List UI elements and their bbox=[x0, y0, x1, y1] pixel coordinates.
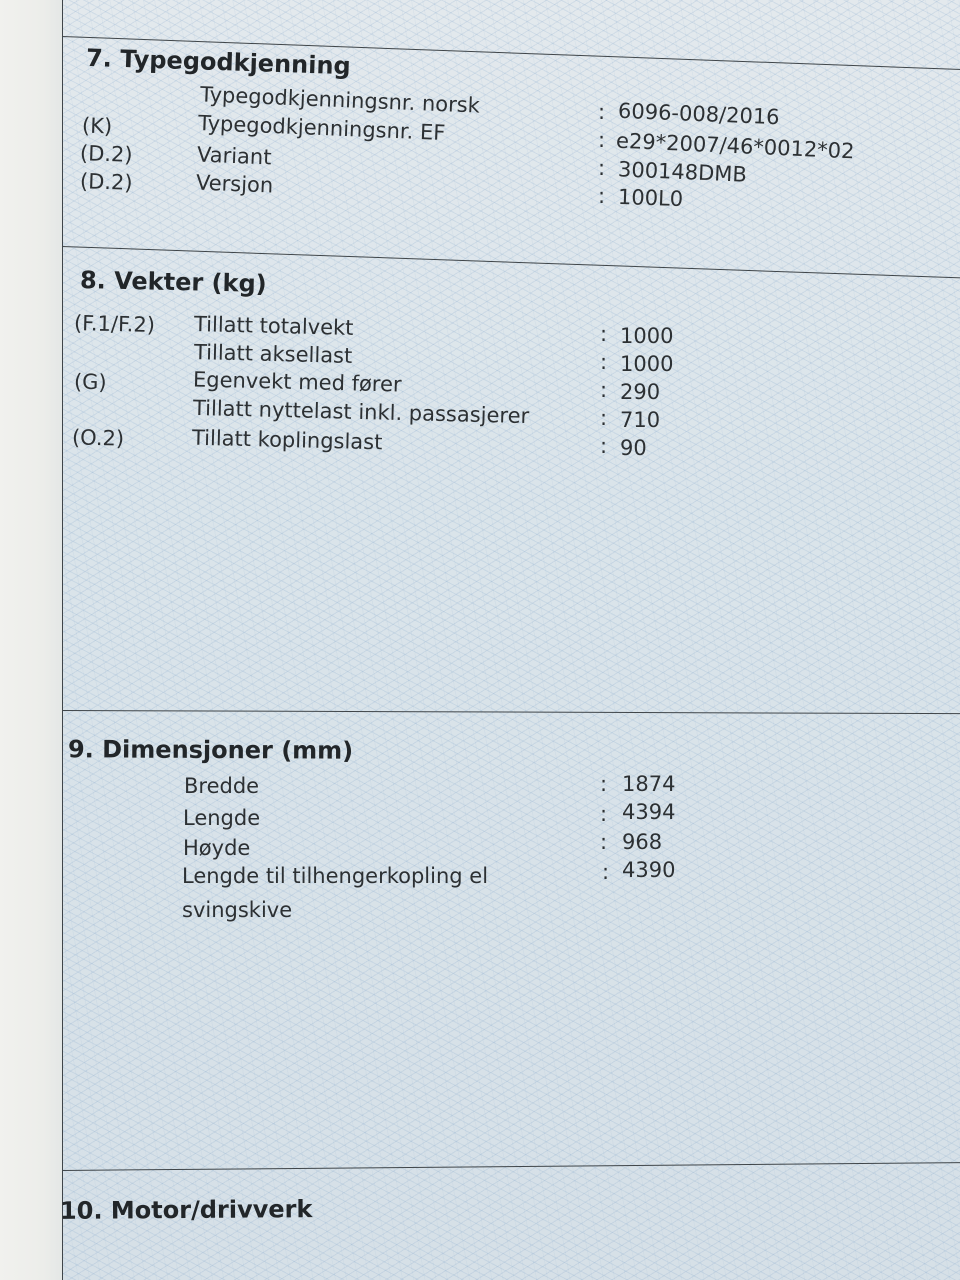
row-value: 6096-008/2016 bbox=[617, 98, 781, 130]
section-title-typegodkjenning: 7. Typegodkjenning bbox=[85, 43, 352, 81]
row-value: 90 bbox=[620, 436, 647, 460]
section-title-vekter: 8. Vekter (kg) bbox=[79, 266, 267, 298]
row-value: 710 bbox=[620, 408, 661, 432]
row-code: (O.2) bbox=[71, 425, 125, 451]
row-label-continued: svingskive bbox=[182, 898, 293, 922]
row-code: (D.2) bbox=[79, 169, 133, 195]
row-separator: : bbox=[598, 156, 606, 180]
row-separator: : bbox=[600, 350, 608, 374]
row-code: (G) bbox=[73, 369, 107, 395]
row-value: 4394 bbox=[622, 800, 676, 824]
row-label: Tillatt nyttelast inkl. passasjerer bbox=[192, 395, 530, 429]
section-title-motor-drivverk: 10. Motor/drivverk bbox=[59, 1195, 313, 1225]
row-separator: : bbox=[600, 406, 608, 430]
row-label: Variant bbox=[196, 142, 272, 170]
row-value: 300148DMB bbox=[617, 157, 748, 187]
row-label: Typegodkjenningsnr. EF bbox=[197, 111, 446, 145]
row-label: Lengde bbox=[183, 806, 261, 830]
row-separator: : bbox=[600, 322, 608, 346]
row-separator: : bbox=[600, 830, 608, 854]
row-separator: : bbox=[600, 802, 608, 826]
row-code: (D.2) bbox=[79, 141, 133, 167]
row-label: Høyde bbox=[183, 836, 251, 860]
row-code: (F.1/F.2) bbox=[73, 311, 156, 337]
divider-8-9 bbox=[62, 710, 960, 714]
row-value: 100L0 bbox=[617, 184, 684, 212]
row-label: Tillatt aksellast bbox=[193, 340, 353, 368]
row-code: (K) bbox=[81, 113, 113, 139]
row-label: Bredde bbox=[184, 774, 260, 798]
row-value: e29*2007/46*0012*02 bbox=[615, 128, 855, 164]
row-label: Lengde til tilhengerkopling el bbox=[182, 864, 489, 888]
row-label: Versjon bbox=[195, 170, 274, 198]
row-label: Tillatt totalvekt bbox=[193, 312, 354, 340]
row-value: 1000 bbox=[620, 324, 674, 348]
page-margin bbox=[0, 0, 63, 1280]
row-value: 1874 bbox=[622, 772, 676, 796]
row-value: 1000 bbox=[620, 352, 674, 376]
row-separator: : bbox=[600, 378, 608, 402]
section-title-dimensjoner: 9. Dimensjoner (mm) bbox=[67, 735, 354, 765]
row-separator: : bbox=[598, 128, 606, 152]
row-label: Tillatt koplingslast bbox=[191, 425, 383, 455]
divider-9-10 bbox=[62, 1162, 960, 1171]
row-label: Egenvekt med fører bbox=[192, 367, 402, 397]
row-separator: : bbox=[598, 100, 606, 124]
row-value: 290 bbox=[620, 380, 661, 404]
row-separator: : bbox=[602, 860, 610, 884]
row-value: 968 bbox=[622, 830, 663, 854]
row-label: Typegodkjenningsnr. norsk bbox=[199, 82, 481, 118]
row-separator: : bbox=[600, 434, 608, 458]
row-value: 4390 bbox=[622, 858, 676, 882]
row-separator: : bbox=[600, 772, 608, 796]
row-separator: : bbox=[598, 184, 606, 208]
